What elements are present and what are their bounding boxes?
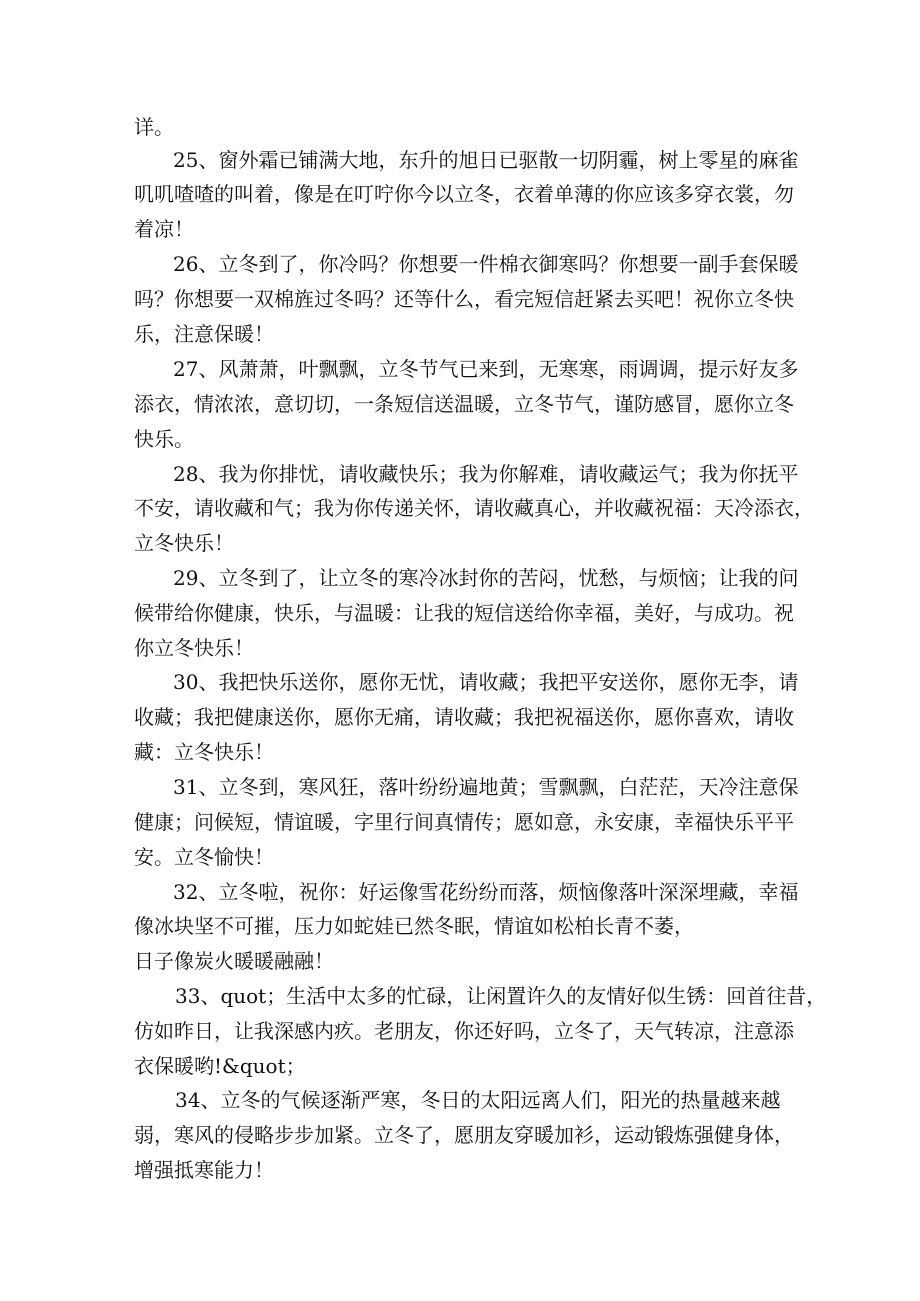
- text-line-28: 衣保暖哟!&quot；: [134, 1054, 306, 1078]
- text-line-11: 28、我为你排忧，请收藏快乐；我为你解难，请收藏运气；我为你抚平: [173, 462, 799, 486]
- text-line-5: 26、立冬到了，你冷吗？你想要一件棉衣御寒吗？你想要一副手套保暖: [173, 252, 799, 276]
- text-line-29: 34、立冬的气候逐渐严寒，冬日的太阳远离人们，阳光的热量越来越: [175, 1088, 781, 1112]
- text-line-8: 27、风萧萧，叶飘飘，立冬节气已来到，无寒寒，雨调调，提示好友多: [173, 357, 799, 381]
- text-line-24: 像冰块坚不可摧，压力如蛇娃已然冬眠，情谊如松柏长青不萎，: [134, 914, 694, 938]
- text-line-21: 健康；问候短，情谊暖，字里行间真情传；愿如意，永安康，幸福快乐平平: [134, 810, 794, 834]
- text-line-6: 吗？你想要一双棉旌过冬吗？还等什么，看完短信赶紧去买吧！祝你立冬快: [134, 287, 794, 311]
- text-line-3: 叽叽喳喳的叫着，像是在叮咛你今以立冬，衣着单薄的你应该多穿衣裳，勿: [134, 182, 794, 206]
- text-line-16: 你立冬快乐！: [134, 636, 254, 660]
- text-line-26: 33、quot；生活中太多的忙碌，让闲置许久的友情好似生锈：回首往昔，: [175, 984, 827, 1008]
- text-line-2: 25、窗外霜已铺满大地，东升的旭日已驱散一切阴霾，树上零星的麻雀: [173, 148, 799, 172]
- text-line-12: 不安，请收藏和气；我为你传递关怀，请收藏真心，并收藏祝福：天冷添衣，: [134, 496, 814, 520]
- text-line-18: 收藏；我把健康送你，愿你无痛，请收藏；我把祝福送你，愿你喜欢，请收: [134, 705, 794, 729]
- text-line-23: 32、立冬啦，祝你：好运像雪花纷纷而落，烦恼像落叶深深埋藏，幸福: [173, 880, 799, 904]
- text-line-7: 乐，注意保暖！: [134, 322, 274, 346]
- text-line-19: 藏：立冬快乐！: [134, 740, 274, 764]
- text-line-15: 候带给你健康，快乐，与温暖：让我的短信送给你幸福，美好，与成功。祝: [134, 601, 794, 625]
- text-line-17: 30、我把快乐送你，愿你无忧，请收藏；我把平安送你，愿你无李，请: [173, 670, 799, 694]
- text-line-1: 详。: [134, 115, 174, 139]
- text-line-14: 29、立冬到了，让立冬的寒冷冰封你的苦闷，忧愁，与烦恼；让我的问: [173, 566, 799, 590]
- text-line-9: 添衣，情浓浓，意切切，一条短信送温暖，立冬节气，谨防感冒，愿你立冬: [134, 392, 794, 416]
- text-line-31: 增强抵寒能力！: [134, 1158, 274, 1182]
- text-line-13: 立冬快乐！: [134, 531, 234, 555]
- text-line-20: 31、立冬到，寒风狂，落叶纷纷遍地黄；雪飘飘，白茫茫，天冷注意保: [173, 775, 799, 799]
- text-line-27: 仿如昨日，让我深感内疚。老朋友，你还好吗，立冬了，天气转凉，注意添: [134, 1019, 794, 1043]
- text-line-10: 快乐。: [134, 427, 194, 451]
- text-line-4: 着凉！: [134, 217, 194, 241]
- text-line-25: 日子像炭火暖暖融融！: [134, 949, 334, 973]
- text-line-30: 弱，寒风的侵略步步加紧。立冬了，愿朋友穿暖加衫，运动锻炼强健身体，: [134, 1123, 794, 1147]
- text-line-22: 安。立冬愉快！: [134, 845, 274, 869]
